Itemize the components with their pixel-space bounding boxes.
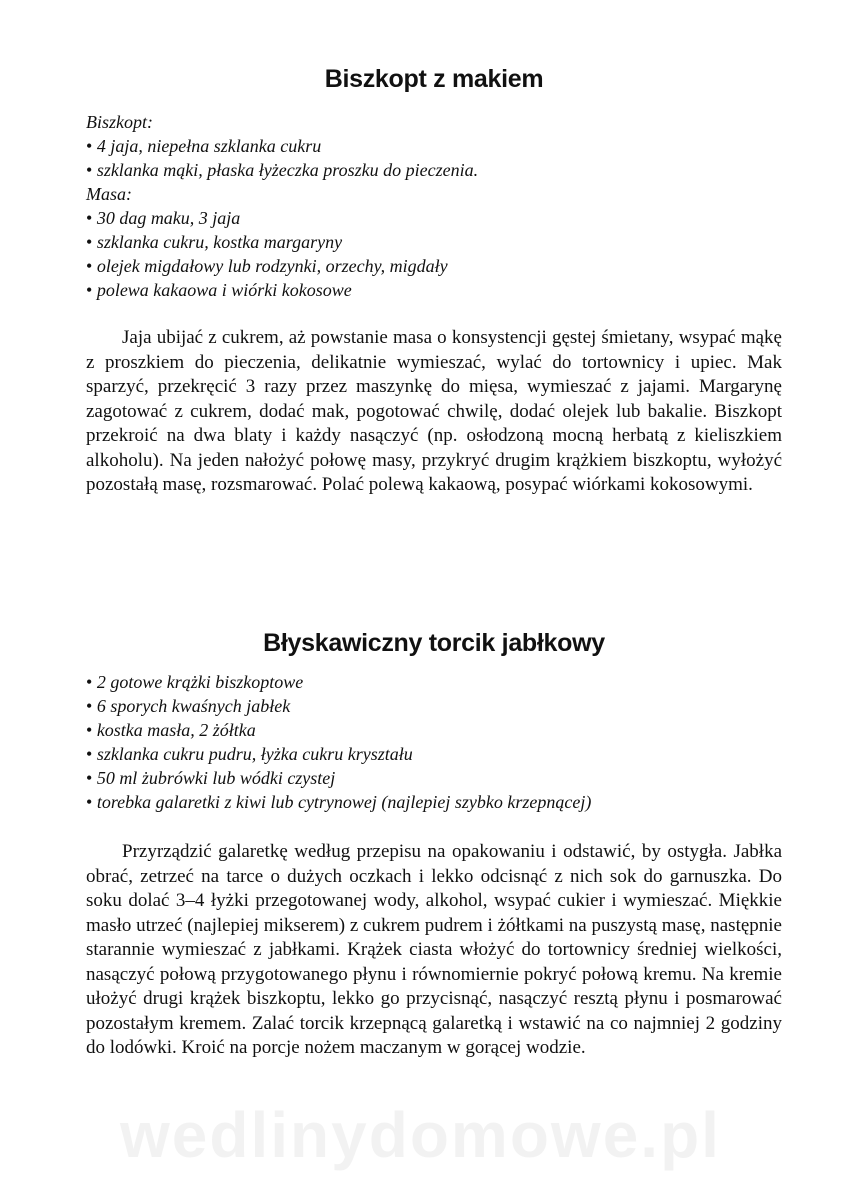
ingredient-item: • 50 ml żubrówki lub wódki czystej	[86, 766, 782, 790]
recipe-title: Błyskawiczny torcik jabłkowy	[263, 629, 605, 657]
recipe-title: Biszkopt z makiem	[324, 65, 544, 93]
recipe-instructions: Przyrządzić galaretkę według przepisu na opakowaniu i odstawić, by ostygła. Jabłka obrać, zetrzeć na tarce o dużych oczkach i lekko odcisnąć z nich sok do garnuszka. Do soku dolać 3–4 łyżki przegotowanej wody, alkohol, wsypać cukier i wymieszać. Miękkie masło utrzeć (najlepiej mikserem) z cukrem pudrem i żółtkami na puszystą masę, następnie starannie wymieszać z jabłkami. Krążek ciasta włożyć do tortownicy średniej wielkości, nasączyć połową przygotowanego płynu i równomiernie pokryć połową kremu. Na kremie ułożyć drugi krążek biszkoptu, lekko go przycisnąć, nasączyć resztą płynu i posmarować pozostałym kremem. Zalać torcik krzepnącą galaretką i wstawić na co najmniej 2 godziny do lodówki. Kroić na porcje nożem maczanym w gorącej wodzie.	[86, 841, 782, 1058]
section-label: Masa:	[86, 184, 132, 204]
ingredient-item: • szklanka cukru pudru, łyżka cukru kryształu	[86, 742, 782, 766]
ingredient-item: • szklanka cukru, kostka margaryny	[86, 230, 782, 254]
ingredient-item: • kostka masła, 2 żółtka	[86, 718, 782, 742]
ingredient-item: • torebka galaretki z kiwi lub cytrynowej (najlepiej szybko krzepnącej)	[86, 790, 782, 814]
ingredient-item: • 2 gotowe krążki biszkoptowe	[86, 670, 782, 694]
ingredient-list	[86, 206, 782, 302]
watermark: wedlinydomowe.pl	[120, 1099, 721, 1171]
ingredient-list	[86, 670, 782, 814]
recipe-instructions: Jaja ubijać z cukrem, aż powstanie masa o konsystencji gęstej śmietany, wsypać mąkę z proszkiem do pieczenia, delikatnie wymieszać, wylać do tortownicy i upiec. Mak sparzyć, przekręcić 3 razy przez maszynkę do mięsa, wymieszać z jajami. Margarynę zagotować z cukrem, dodać mak, pogotować chwilę, dodać olejek lub bakalie. Biszkopt przekroić na dwa blaty i każdy nasączyć (np. osłodzoną mocną herbatą z kieliszkiem alkoholu). Na jeden nałożyć połowę masy, przykryć drugim krążkiem biszkoptu, wyłożyć pozostałą masę, rozsmarować. Polać polewą kakaową, posypać wiórkami kokosowymi.	[86, 327, 782, 495]
recipe-torcik-jablkowy	[86, 626, 782, 1061]
ingredient-item: • 4 jaja, niepełna szklanka cukru	[86, 134, 782, 158]
ingredient-list	[86, 134, 782, 182]
ingredient-item: • 6 sporych kwaśnych jabłek	[86, 694, 782, 718]
ingredient-item: • szklanka mąki, płaska łyżeczka proszku do pieczenia.	[86, 158, 782, 182]
ingredient-item: • polewa kakaowa i wiórki kokosowe	[86, 278, 782, 302]
recipe-biszkopt-z-makiem	[86, 62, 782, 498]
ingredient-item: • 30 dag maku, 3 jaja	[86, 206, 782, 230]
ingredient-item: • olejek migdałowy lub rodzynki, orzechy, migdały	[86, 254, 782, 278]
section-label: Biszkopt:	[86, 112, 153, 132]
